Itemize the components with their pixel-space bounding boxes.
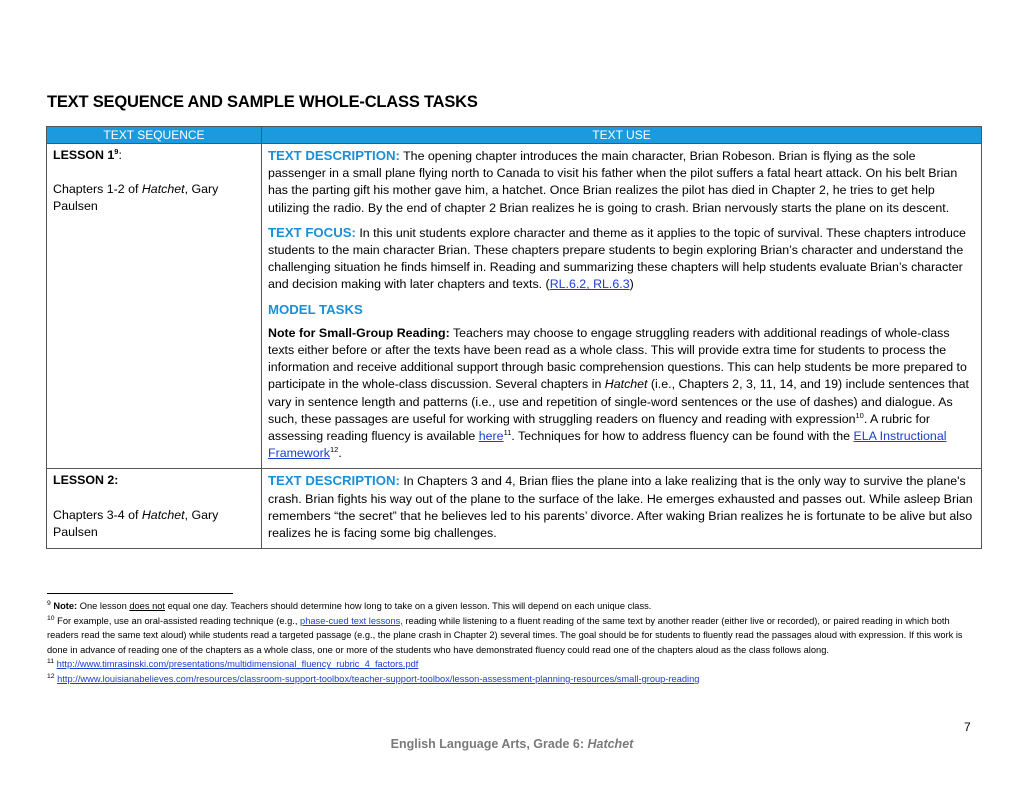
ela-framework-link[interactable]: ELA Instructional Framework (268, 429, 947, 461)
lesson-2-chapters: Chapters 3-4 of Hatchet, Gary Paulsen (53, 507, 219, 539)
book-title: Hatchet (141, 182, 185, 197)
lesson-1-chapters: Chapters 1-2 of Hatchet, Gary Paulsen (53, 182, 219, 214)
footnote-9: $^9$ Note: One lesson does not equal one day. Teachers should determine how long to take on a given lesson. This will depend on each unique class. (47, 599, 652, 611)
lesson-1-sequence-cell (47, 144, 262, 469)
timrasinski-url-link[interactable]: http://www.timrasinski.com/presentations/multidimensional_fluency_rubric_4_factors.pdf (56, 659, 419, 670)
footnote-ref-12: 12 (329, 445, 339, 455)
text-description-label: TEXT DESCRIPTION: (268, 473, 400, 489)
model-tasks-heading: MODEL TASKS (268, 301, 363, 317)
page-title: TEXT SEQUENCE AND SAMPLE WHOLE-CLASS TASKS (47, 93, 478, 111)
small-group-reading-note: Note for Small-Group Reading: Teachers may choose to engage struggling readers with additional readings of whole-class texts either before or after the texts have been read as a whole class. This will provide extra time for students to process the information and receive additional support through basic comprehension questions. This can help students be more prepared to participate in the whole-class discussion. Several chapters in Hatchet (i.e., Chapters 2, 3, 11, 14, and 19) include sentences that vary in sentence length and patterns (i.e., use and repetition of single-word sentences or the use of dashes) and dialogue. As such, these passages are useful for working with struggling readers on fluency and reading with expression$^{10}$. A rubric for assessing reading fluency is available here$^{11}$. Techniques for how to address fluency can be found with the ELA Instructional Framework$^{12}$. (268, 325, 969, 461)
lesson-1-text-description: TEXT DESCRIPTION: The opening chapter introduces the main character, Brian Robeson. Brian is flying as the sole passenger in a small plane flying north to Canada to visit his father when the pilot suffers a fatal heart attack. On his belt Brian has the parting gift his mother gave him, a hatchet. Once Brian realizes the pilot has died in Chapter 2, he tries to get help utilizing the radio. By the end of chapter 2 Brian realizes he is going to crash. Brian nervously starts the plane on its descent. (268, 148, 958, 215)
louisianabelieves-url-link[interactable]: http://www.louisianabelieves.com/resources/classroom-support-toolbox/teacher-support-toolbox/lesson-assessment-planning-resources/small-group-reading (57, 673, 700, 684)
lesson-1-text-focus: TEXT FOCUS: In this unit students explore character and theme as it applies to the topic of survival. These chapters introduce students to the main character Brian. These chapters prepare students to begin exploring Brian’s character and understand the challenging situation he finds himself in. Reading and summarizing these chapters will help students evaluate Brian’s character and decision making with later chapters and texts. (RL.6.2, RL.6.3) (268, 224, 966, 292)
note-label: Note for Small-Group Reading: (268, 325, 450, 340)
text-description-label: TEXT DESCRIPTION: (268, 148, 400, 163)
footer-book-title: Hatchet (587, 737, 634, 751)
footnote-11: $^{11}$ http://www.timrasinski.com/presentations/multidimensional_fluency_rubric_4_factors.pdf (47, 658, 419, 670)
lesson-2-text-description: TEXT DESCRIPTION: In Chapters 3 and 4, Brian flies the plane into a lake realizing that is the only way to survive the plane's crash. Brian fights his way out of the plane to the surface of the lake. He emerges exhausted and passes out. While asleep Brian remembers “the secret” that he believes led to his parents’ divorce. After waking Brian realizes he is fortunate to be alive but also realizes he is facing some big challenges. (268, 473, 973, 541)
lesson-2-row (47, 469, 982, 549)
phase-cued-lessons-link[interactable]: phase-cued text lessons, (300, 615, 403, 626)
footnote-12: $^{12}$ http://www.louisianabelieves.com/resources/classroom-support-toolbox/teacher-support-toolbox/lesson-assessment-planning-resources/small-group-reading (47, 672, 700, 684)
header-text-sequence: TEXT SEQUENCE (47, 127, 262, 144)
lesson-2-label: LESSON 2: (53, 473, 119, 488)
footnotes (47, 599, 983, 687)
book-title: Hatchet (141, 507, 185, 522)
footnote-ref-11: 11 (503, 427, 512, 437)
footnote-10: $^{10}$ For example, use an oral-assisted reading technique (e.g., phase-cued text lessons, reading while listening to a fluent reading of the same text by another reader (either live or recorded), or paired reading in which both readers read the same text aloud) while students read a targeted passage (e.g., the plane crash in Chapter 2) several times. The goal should be for students to fluently read the passages aloud with expression. If this work is done in advance of reading one of the chapters as a whole class, one or more of the students who have demonstrated fluency could read one of the chapters aloud as the class follows along. (47, 614, 963, 655)
page-number: 7 (964, 720, 971, 734)
lesson-1-footnote-ref: 9 (114, 146, 119, 156)
footnote-divider (47, 593, 233, 594)
standards-link[interactable]: RL.6.2, RL.6.3 (549, 277, 630, 292)
header-text-use: TEXT USE (262, 127, 982, 144)
lesson-1-label: LESSON $1^9$: (53, 146, 122, 162)
lesson-1-row (47, 144, 982, 469)
page-footer: English Language Arts, Grade 6: Hatchet (390, 737, 634, 751)
table-header-row (47, 127, 982, 144)
lesson-1-use-cell (262, 144, 982, 469)
text-focus-label: TEXT FOCUS: (268, 224, 356, 240)
footnote-ref-10: 10 (855, 410, 864, 420)
text-sequence-table (46, 126, 982, 549)
fluency-rubric-link[interactable]: here (478, 429, 504, 444)
lesson-2-use-cell (262, 469, 982, 549)
lesson-2-sequence-cell (47, 469, 262, 549)
